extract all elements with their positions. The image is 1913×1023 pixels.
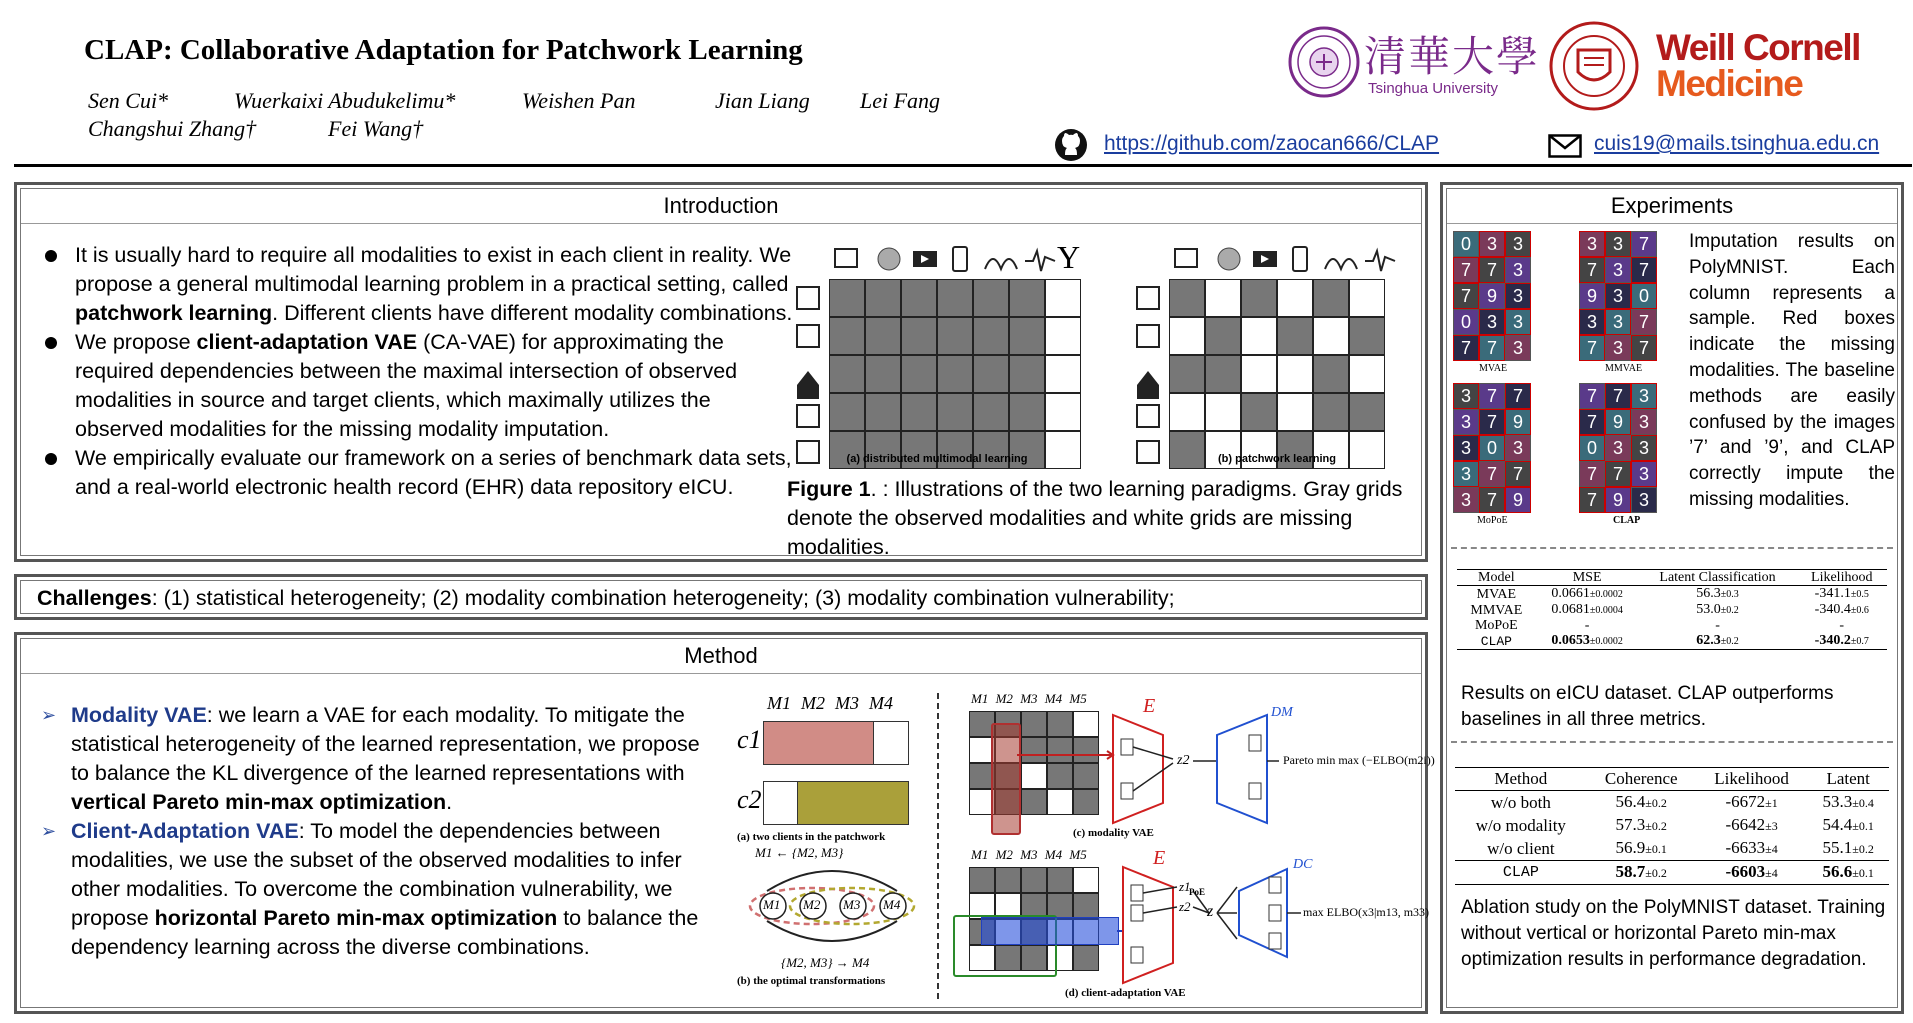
grid-cell: [1009, 355, 1045, 393]
m1-label: M1: [767, 693, 791, 713]
author: Jian Liang: [715, 88, 810, 113]
client-1-observed-bar: [763, 721, 875, 765]
caption-d: (d) client-adaptation VAE: [1065, 987, 1186, 999]
imputation-tile: 7: [1479, 257, 1505, 283]
grid-cell: [1241, 279, 1277, 317]
github-repo-link[interactable]: https://github.com/zaocan666/CLAP: [1104, 132, 1440, 155]
imputation-tile: 3: [1505, 435, 1531, 461]
grid-cell: [1241, 393, 1277, 431]
author: Weishen Pan: [522, 88, 636, 113]
grid-cell: [937, 355, 973, 393]
imputation-tile: 7: [1605, 383, 1631, 409]
m3-label: M3: [835, 693, 859, 713]
divider: [1451, 741, 1893, 743]
decoder-c-label: DC: [1293, 857, 1313, 872]
grid-cell: [1277, 317, 1313, 355]
m4-label: M4: [869, 693, 893, 713]
grid-cell: [901, 317, 937, 355]
grid-cell: [865, 279, 901, 317]
imputation-tile: 7: [1479, 487, 1505, 513]
grid-cell: [901, 279, 937, 317]
table-row: MVAE 0.0661±0.0002 56.3±0.3 -341.1±0.5: [1476, 586, 1869, 602]
grid-cell: [973, 355, 1009, 393]
table1-header: Model: [1478, 570, 1515, 585]
z-label-d: z: [1207, 903, 1214, 920]
table-row: w/o modality 57.3±0.2 -6642±3 54.4±0.1: [1475, 815, 1874, 835]
table1-header: MSE: [1572, 570, 1602, 585]
table1-header: Latent Classification: [1659, 570, 1776, 585]
imputation-tile: 7: [1579, 257, 1605, 283]
author: Changshui Zhang†: [88, 116, 257, 141]
grid-cell: [1241, 317, 1277, 355]
grid-cell: [1045, 317, 1081, 355]
grid-cell: [1045, 355, 1081, 393]
grid-cell: [1169, 355, 1205, 393]
grid-cell: [829, 355, 865, 393]
table2-header: Latent: [1826, 769, 1870, 788]
method-bullets: [39, 701, 719, 962]
imputation-tile: 3: [1453, 461, 1479, 487]
observed-grid-a: [829, 279, 1085, 469]
encoder-label-d: E: [1153, 847, 1166, 869]
transform-top-label: M1 ← {M2, M3}: [755, 845, 844, 860]
poster-title: CLAP: Collaborative Adaptation for Patchwork Learning: [84, 34, 803, 66]
m-labels-c: M1 M2 M3 M4 M5: [971, 691, 1087, 706]
node-m4: M4: [883, 897, 901, 912]
imputation-tile: 3: [1453, 383, 1479, 409]
caption-b: (b) the optimal transformations: [737, 975, 886, 987]
z2-label-d: z2: [1179, 899, 1191, 914]
table-row: MMVAE 0.0681±0.0004 53.0±0.2 -340.4±0.6: [1470, 602, 1869, 618]
caption-c: (c) modality VAE: [1073, 827, 1154, 839]
thumb-label-clap: CLAP: [1613, 515, 1641, 526]
grid-cell: [1169, 393, 1205, 431]
imputation-tile: 0: [1479, 435, 1505, 461]
imputation-tile: 3: [1505, 257, 1531, 283]
grid-cell: [1205, 393, 1241, 431]
z1-label-d: z1: [1179, 879, 1191, 894]
imputation-tile: 7: [1579, 487, 1605, 513]
figure-optimal-transformations: [737, 845, 927, 995]
imputation-tile: 3: [1453, 409, 1479, 435]
modality-icons-row: [789, 245, 1089, 273]
grid-cell: [937, 393, 973, 431]
imputation-tile: 7: [1631, 335, 1657, 361]
intro-bullet-3: We empirically evaluate our framework on a series of benchmark data sets, and a real-world electronic health record (EHR) data repository eICU.: [75, 444, 803, 502]
introduction-panel: [14, 182, 1428, 562]
imputation-tile: 3: [1505, 231, 1531, 257]
imputation-tile: 3: [1479, 231, 1505, 257]
figure-1a-label: (a) distributed multimodal learning: [846, 453, 1028, 465]
imputation-tile: 3: [1631, 383, 1657, 409]
imputation-tile: 3: [1505, 283, 1531, 309]
imputation-tile: 3: [1631, 487, 1657, 513]
tsinghua-seal-logo: [1288, 26, 1360, 98]
tsinghua-english-name: Tsinghua University: [1368, 80, 1499, 97]
imputation-tile: 3: [1631, 409, 1657, 435]
grid-cell: [973, 393, 1009, 431]
imputation-tile: 0: [1631, 283, 1657, 309]
author: Fei Wang†: [328, 116, 424, 141]
imputation-tile: 3: [1605, 231, 1631, 257]
grid-cell: [937, 317, 973, 355]
grid-cell: [901, 355, 937, 393]
author: Sen Cui*: [88, 88, 169, 113]
challenges-panel: [14, 574, 1428, 620]
method-bullet-client-adaptation-vae: ➢ Client-Adaptation VAE: To model the dependencies between modalities, we use the subset of the observed modalities to infer other modalities. To overcome the combination vulnerability, we propose horizontal Pareto min-max optimization to balance the dependency learning across the diverse combinations.: [71, 817, 719, 962]
grid-cell: [1009, 393, 1045, 431]
imputation-tile: 3: [1631, 461, 1657, 487]
grid-cell: [1169, 317, 1205, 355]
observed-grid-b: [1169, 279, 1389, 469]
grid-cell: [1045, 279, 1081, 317]
transform-bottom-label: {M2, M3} → M4: [781, 955, 870, 970]
grid-cell: [1205, 279, 1241, 317]
grid-cell: [865, 317, 901, 355]
intro-bullet-2: We propose client-adaptation VAE (CA-VAE) for approximating the required dependencies between the maximal intersection of observed modalities in source and target clients, which maximally utilizes the observed modalities for the missing modality imputation.: [75, 328, 803, 444]
label-y-symbol: Y: [1057, 239, 1081, 275]
intro-bullet-1: It is usually hard to require all modalities to exist in each client in reality. We propose a general multimodal learning problem in a practical setting, called patchwork learning. Different clients have different modality combinations.: [75, 241, 803, 328]
node-m3: M3: [843, 897, 861, 912]
imputation-tile: 7: [1479, 335, 1505, 361]
grid-cell: [1313, 393, 1349, 431]
author: Lei Fang: [860, 88, 941, 113]
grid-cell: [1241, 355, 1277, 393]
grid-cell: [829, 279, 865, 317]
table-row: CLAP 0.0653±0.0002 62.3±0.2 -340.2±0.7: [1480, 633, 1869, 649]
imputation-tile: 7: [1479, 383, 1505, 409]
thumb-label-mopoe: MoPoE: [1477, 515, 1508, 526]
node-m1: M1: [763, 897, 781, 912]
imputation-tile: 7: [1579, 409, 1605, 435]
modality-icons-row: [1129, 245, 1429, 273]
imputation-tile: 7: [1605, 461, 1631, 487]
m-labels-d: M1 M2 M3 M4 M5: [971, 847, 1087, 862]
decoder-m-label: DM: [1271, 705, 1293, 720]
figure-1b-patchwork-grid: [1129, 245, 1429, 481]
c1-label: c1: [737, 725, 762, 754]
grid-cell: [1349, 279, 1385, 317]
encoder-label-c: E: [1143, 695, 1156, 717]
client-hospital-icons: [789, 279, 829, 469]
grid-cell: [937, 279, 973, 317]
client-2-missing-cell: [763, 781, 799, 825]
grid-cell: [1009, 279, 1045, 317]
imputation-tile: 3: [1505, 335, 1531, 361]
imputation-tile: 7: [1579, 383, 1605, 409]
figure-client-adaptation-vae: [941, 847, 1430, 1007]
github-icon: [1054, 128, 1088, 162]
figure-two-clients: [737, 693, 927, 843]
experiments-panel: [1440, 182, 1904, 1014]
ablation-caption: Ablation study on the PolyMNIST dataset. Training without vertical or horizontal Pareto min-max optimization results in performance degradation.: [1461, 897, 1886, 970]
imputation-tile: 7: [1453, 257, 1479, 283]
imputation-tile: 9: [1479, 283, 1505, 309]
method-bullet-modality-vae: ➢ Modality VAE: we learn a VAE for each modality. To mitigate the statistical heterogeneity of the learned representation, we propose to balance the KL divergence of the learned representations with vertical Pareto min-max optimization.: [71, 701, 719, 817]
mail-icon: [1548, 134, 1582, 158]
imputation-tile: 3: [1605, 257, 1631, 283]
figure-1a-distributed-grid: [789, 239, 1089, 481]
table-row: w/o client 56.9±0.1 -6633±4 55.1±0.2: [1455, 837, 1889, 861]
grid-cell: [865, 355, 901, 393]
imputation-tile: 7: [1453, 335, 1479, 361]
email-link[interactable]: cuis19@mails.tsinghua.edu.cn: [1594, 132, 1880, 155]
objective-d: max ELBO(x3|m13, m33): [1303, 905, 1430, 919]
method-panel: [14, 632, 1435, 1014]
weill-wordmark-line2: Medicine: [1656, 63, 1803, 104]
c2-label: c2: [737, 785, 762, 814]
client-1-missing-cell: [873, 721, 909, 765]
imputation-tile: 9: [1505, 487, 1531, 513]
imputation-tile: 7: [1505, 461, 1531, 487]
divider: [1451, 547, 1893, 549]
imputation-tile: 9: [1605, 487, 1631, 513]
thumb-label-mvae: MVAE: [1479, 363, 1508, 374]
grid-cell: [829, 317, 865, 355]
weill-wordmark-line1: Weill Cornell: [1656, 27, 1860, 68]
figure-1-caption: Figure 1. : Illustrations of the two learning paradigms. Gray grids denote the observed modalities and white grids are missing modalities.: [787, 477, 1403, 559]
imputation-tile: 3: [1605, 309, 1631, 335]
introduction-heading: Introduction: [663, 193, 779, 218]
grid-cell: [973, 317, 1009, 355]
table-row: w/o both 56.4±0.2 -6672±1 53.3±0.4: [1490, 792, 1874, 812]
introduction-bullets: [43, 241, 803, 502]
grid-cell: [1205, 317, 1241, 355]
imputation-tile: 3: [1605, 283, 1631, 309]
imputation-tile: 0: [1453, 231, 1479, 257]
weill-cornell-seal-logo: [1548, 20, 1640, 112]
table-row: MoPoE - - -: [1474, 618, 1845, 633]
grid-cell: [1349, 355, 1385, 393]
imputation-tile: 7: [1579, 461, 1605, 487]
poe-label: PoE: [1189, 887, 1206, 897]
grid-cell: [1045, 393, 1081, 431]
imputation-tile: 7: [1479, 461, 1505, 487]
imputation-tile: 0: [1579, 435, 1605, 461]
thumb-label-mmvae: MMVAE: [1605, 363, 1643, 374]
imputation-tile: 3: [1605, 335, 1631, 361]
experiments-heading: Experiments: [1610, 193, 1734, 218]
objective-c: Pareto min max (−ELBO(m2i)): [1283, 753, 1435, 767]
client-hospital-icons: [1129, 279, 1169, 469]
figure-1b-label: (b) patchwork learning: [1218, 453, 1336, 465]
grid-cell: [901, 393, 937, 431]
imputation-tile: 3: [1605, 435, 1631, 461]
imputation-tile: 3: [1479, 309, 1505, 335]
imputation-tile: 9: [1579, 283, 1605, 309]
imputation-tile: 3: [1631, 435, 1657, 461]
grid-cell: [1313, 317, 1349, 355]
weill-cornell-wordmark: [1656, 27, 1860, 104]
imputation-tile: 7: [1579, 335, 1605, 361]
ablation-table: [1455, 767, 1889, 885]
method-heading: Method: [684, 643, 758, 668]
z2-label-c: z2: [1177, 753, 1190, 768]
imputation-thumbnails: [1453, 231, 1693, 531]
eicu-results-table: [1457, 569, 1887, 650]
grid-cell: [1349, 317, 1385, 355]
imputation-tile: 9: [1605, 409, 1631, 435]
m2-label: M2: [801, 693, 825, 713]
eicu-caption: Results on eICU dataset. CLAP outperforms baselines in all three metrics.: [1461, 683, 1834, 730]
grid-cell: [865, 393, 901, 431]
table2-header: Method: [1494, 769, 1548, 788]
grid-cell: [1277, 355, 1313, 393]
figure-separator: [937, 693, 939, 999]
imputation-tile: 3: [1579, 231, 1605, 257]
imputation-tile: 7: [1631, 257, 1657, 283]
grid-cell: [1313, 355, 1349, 393]
figure-modality-vae: [941, 691, 1435, 843]
imputation-caption: Imputation results on PolyMNIST. Each column represents a sample. Red boxes indicate the missing modalities. The baseline methods are easily confused by the images ’7’ and ’9’, and CLAP correctly impute the missing modalities.: [1689, 231, 1895, 510]
grid-cell: [829, 393, 865, 431]
table1-header: Likelihood: [1811, 570, 1873, 585]
client-2-observed-bar: [797, 781, 909, 825]
grid-cell: [1277, 393, 1313, 431]
grid-cell: [1205, 355, 1241, 393]
tsinghua-chinese-name: 清華大學: [1364, 32, 1541, 81]
grid-cell: [1009, 317, 1045, 355]
imputation-tile: 3: [1453, 487, 1479, 513]
challenges-text: Challenges: (1) statistical heterogeneity; (2) modality combination heterogeneity; (3) modality combination vulnerability;: [37, 586, 1175, 610]
grid-cell: [1169, 279, 1205, 317]
header-divider: [14, 164, 1912, 167]
table2-header: Likelihood: [1714, 769, 1789, 788]
grid-cell: [1349, 393, 1385, 431]
imputation-tile: 7: [1505, 383, 1531, 409]
grid-cell: [1313, 279, 1349, 317]
imputation-tile: 7: [1479, 409, 1505, 435]
grid-cell: [1277, 279, 1313, 317]
imputation-tile: 3: [1579, 309, 1605, 335]
grid-cell: [973, 279, 1009, 317]
caption-a: (a) two clients in the patchwork: [737, 831, 886, 843]
table2-header: Coherence: [1604, 769, 1678, 788]
table-row: CLAP 58.7±0.2 -6603±4 56.6±0.1: [1502, 862, 1874, 881]
imputation-tile: 3: [1505, 309, 1531, 335]
imputation-tile: 9: [1505, 409, 1531, 435]
imputation-tile: 7: [1631, 309, 1657, 335]
author: Wuerkaixi Abudukelimu*: [234, 88, 456, 113]
imputation-tile: 0: [1453, 309, 1479, 335]
imputation-tile: 7: [1631, 231, 1657, 257]
imputation-tile: 3: [1453, 435, 1479, 461]
imputation-tile: 7: [1453, 283, 1479, 309]
node-m2: M2: [803, 897, 821, 912]
